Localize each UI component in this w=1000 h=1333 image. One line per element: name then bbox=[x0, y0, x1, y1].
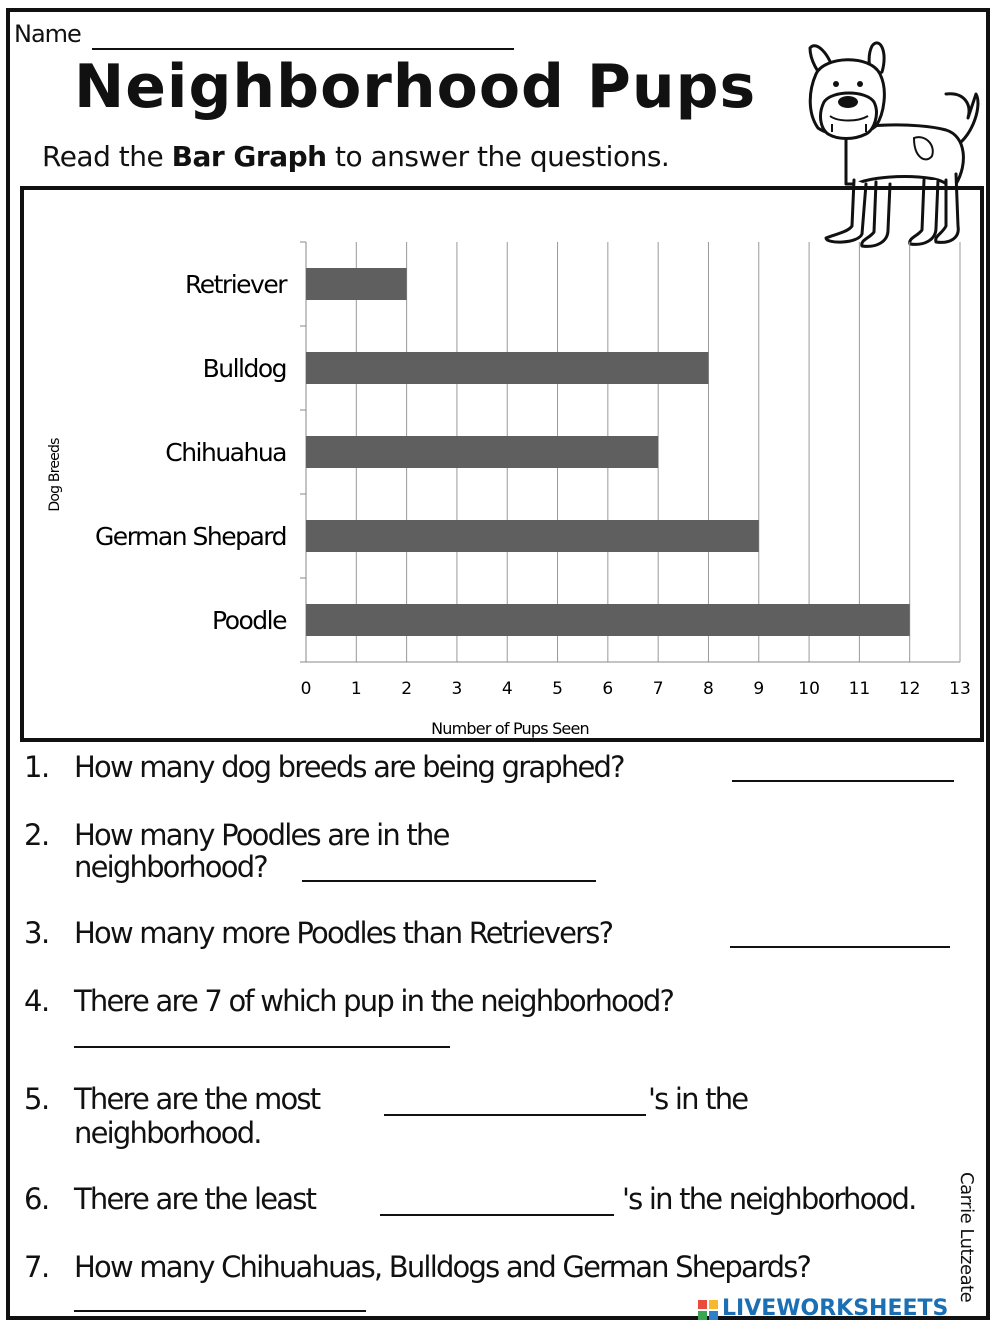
liveworksheets-watermark: LIVEWORKSHEETS bbox=[722, 1296, 949, 1321]
x-tick-label: 6 bbox=[602, 679, 614, 699]
category-label: Bulldog bbox=[202, 354, 286, 383]
category-label: Chihuahua bbox=[165, 438, 286, 467]
x-axis-label: Number of Pups Seen bbox=[431, 719, 589, 738]
question-number: 1. bbox=[24, 750, 49, 784]
x-tick-label: 9 bbox=[753, 679, 765, 699]
question-text: There are 7 of which pup in the neighborhood? bbox=[74, 984, 674, 1018]
question-number: 2. bbox=[24, 818, 49, 852]
category-label: German Shepard bbox=[94, 522, 286, 551]
name-input-line[interactable] bbox=[92, 48, 514, 50]
x-tick-label: 7 bbox=[652, 679, 664, 699]
x-tick-label: 8 bbox=[703, 679, 714, 699]
x-tick-label: 3 bbox=[451, 679, 463, 699]
question-text: How many Poodles are in the bbox=[74, 818, 449, 852]
question-text: 's in the neighborhood. bbox=[622, 1182, 916, 1216]
answer-blank-5[interactable] bbox=[384, 1114, 646, 1116]
x-tick-label: 11 bbox=[848, 679, 871, 699]
instructions-pre: Read the bbox=[42, 140, 172, 173]
category-label: Retriever bbox=[185, 270, 286, 299]
x-tick-label: 1 bbox=[350, 679, 362, 699]
x-tick-label: 5 bbox=[552, 679, 563, 699]
question-number: 5. bbox=[24, 1082, 49, 1116]
answer-blank-6[interactable] bbox=[380, 1214, 614, 1216]
question-number: 3. bbox=[24, 916, 49, 950]
answer-blank-1[interactable] bbox=[732, 780, 954, 782]
instructions-post: to answer the questions. bbox=[326, 140, 670, 173]
bar-retriever bbox=[306, 268, 407, 300]
question-number: 4. bbox=[24, 984, 49, 1018]
answer-blank-4[interactable] bbox=[74, 1046, 450, 1048]
answer-blank-2[interactable] bbox=[302, 880, 596, 882]
question-text: neighborhood? bbox=[74, 850, 267, 884]
question-text: There are the least bbox=[74, 1182, 316, 1216]
instructions bbox=[42, 140, 669, 173]
page-title: Neighborhood Pups bbox=[74, 52, 757, 122]
answer-blank-3[interactable] bbox=[730, 946, 950, 948]
question-text: How many dog breeds are being graphed? bbox=[74, 750, 624, 784]
bar-poodle bbox=[306, 604, 910, 636]
question-text: There are the most bbox=[74, 1082, 320, 1116]
bar-chart bbox=[24, 190, 980, 738]
x-tick-label: 0 bbox=[300, 679, 312, 699]
liveworksheets-logo-icon bbox=[698, 1300, 718, 1320]
bar-chihuahua bbox=[306, 436, 658, 468]
category-label: Poodle bbox=[212, 606, 286, 635]
y-axis-label: Dog Breeds bbox=[47, 438, 63, 512]
instructions-bold: Bar Graph bbox=[171, 140, 327, 173]
question-number: 6. bbox=[24, 1182, 49, 1216]
bar-bulldog bbox=[306, 352, 708, 384]
question-text: How many Chihuahuas, Bulldogs and German Shepards? bbox=[74, 1250, 811, 1284]
x-tick-label: 4 bbox=[501, 679, 513, 699]
name-label: Name bbox=[14, 20, 81, 48]
x-tick-label: 12 bbox=[898, 679, 921, 699]
bar-german-shepard bbox=[306, 520, 759, 552]
x-tick-label: 10 bbox=[798, 679, 820, 699]
question-number: 7. bbox=[24, 1250, 49, 1284]
author-credit: Carrie Lutzeate bbox=[956, 1172, 977, 1303]
x-tick-label: 13 bbox=[949, 679, 971, 699]
question-text: How many more Poodles than Retrievers? bbox=[74, 916, 613, 950]
answer-blank-7[interactable] bbox=[74, 1310, 366, 1312]
question-text: 's in the bbox=[648, 1082, 748, 1116]
x-tick-label: 2 bbox=[401, 679, 413, 699]
bar-graph-panel bbox=[20, 186, 984, 742]
question-text: neighborhood. bbox=[74, 1116, 261, 1150]
